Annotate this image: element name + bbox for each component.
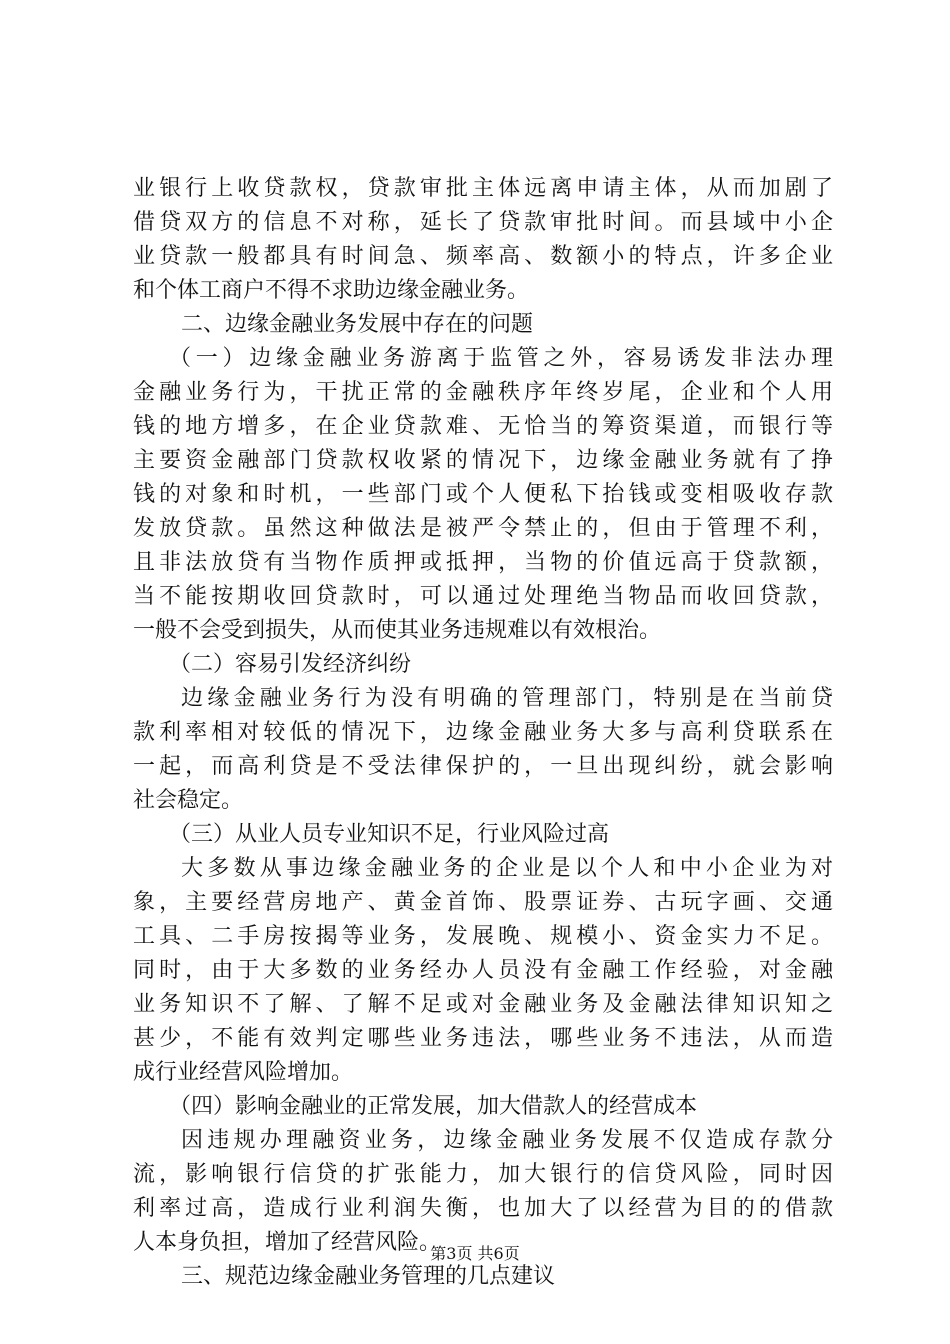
text-line: 金融业务行为，干扰正常的金融秩序年终岁尾，企业和个人用 — [133, 380, 833, 405]
section-heading: 二、边缘金融业务发展中存在的问题 — [181, 312, 534, 337]
subsection-heading: （三）从业人员专业知识不足，行业风险过高 — [169, 822, 610, 847]
text-line: 社会稳定。 — [133, 788, 244, 813]
text-line: 成行业经营风险增加。 — [133, 1060, 354, 1085]
subsection-heading: （一）边缘金融业务游离于监管之外，容易诱发非法办理 — [169, 346, 833, 371]
text-line: 大多数从事边缘金融业务的企业是以个人和中小企业为对 — [181, 856, 833, 881]
page-footer — [0, 1244, 950, 1264]
text-line: 一般不会受到损失，从而使其业务违规难以有效根治。 — [133, 618, 662, 643]
section-heading: 三、规范边缘金融业务管理的几点建议 — [181, 1264, 556, 1289]
text-line: 甚少，不能有效判定哪些业务违法，哪些业务不违法，从而造 — [133, 1026, 833, 1051]
text-line: 象，主要经营房地产、黄金首饰、股票证券、古玩字画、交通 — [133, 890, 833, 915]
text-line: 同时，由于大多数的业务经办人员没有金融工作经验，对金融 — [133, 958, 833, 983]
text-line: 工具、二手房按揭等业务，发展晚、规模小、资金实力不足。 — [133, 924, 833, 949]
text-line: 借贷双方的信息不对称，延长了贷款审批时间。而县域中小企 — [133, 210, 833, 235]
text-line: 边缘金融业务行为没有明确的管理部门，特别是在当前贷 — [181, 686, 833, 711]
text-line: 业务知识不了解、了解不足或对金融业务及金融法律知识知之 — [133, 992, 833, 1017]
text-line: 业银行上收贷款权，贷款审批主体远离申请主体，从而加剧了 — [133, 176, 833, 201]
text-line: 因违规办理融资业务，边缘金融业务发展不仅造成存款分 — [181, 1128, 833, 1153]
body-text — [133, 172, 833, 1294]
text-line: 钱的地方增多，在企业贷款难、无恰当的筹资渠道，而银行等 — [133, 414, 833, 439]
text-line: 钱的对象和时机，一些部门或个人便私下抬钱或变相吸收存款 — [133, 482, 833, 507]
text-line: 人本身负担，增加了经营风险。 — [133, 1230, 442, 1255]
text-line: 和个体工商户不得不求助边缘金融业务。 — [133, 278, 530, 303]
text-line: 发放贷款。虽然这种做法是被严令禁止的，但由于管理不利， — [133, 516, 833, 541]
text-line: 一起，而高利贷是不受法律保护的，一旦出现纠纷，就会影响 — [133, 754, 833, 779]
text-line: 主要资金融部门贷款权收紧的情况下，边缘金融业务就有了挣 — [133, 448, 833, 473]
subsection-heading: （四）影响金融业的正常发展，加大借款人的经营成本 — [169, 1094, 698, 1119]
page-number: 第3页 共6页 — [430, 1244, 520, 1263]
subsection-heading: （二）容易引发经济纠纷 — [169, 652, 412, 677]
text-line: 款利率相对较低的情况下，边缘金融业务大多与高利贷联系在 — [133, 720, 833, 745]
text-line: 流，影响银行信贷的扩张能力，加大银行的信贷风险，同时因 — [133, 1162, 833, 1187]
text-line: 业贷款一般都具有时间急、频率高、数额小的特点，许多企业 — [133, 244, 833, 269]
text-line: 且非法放贷有当物作质押或抵押，当物的价值远高于贷款额， — [133, 550, 833, 575]
text-line: 利率过高，造成行业利润失衡，也加大了以经营为目的的借款 — [133, 1196, 833, 1221]
text-line: 当不能按期收回贷款时，可以通过处理绝当物品而收回贷款， — [133, 584, 833, 609]
